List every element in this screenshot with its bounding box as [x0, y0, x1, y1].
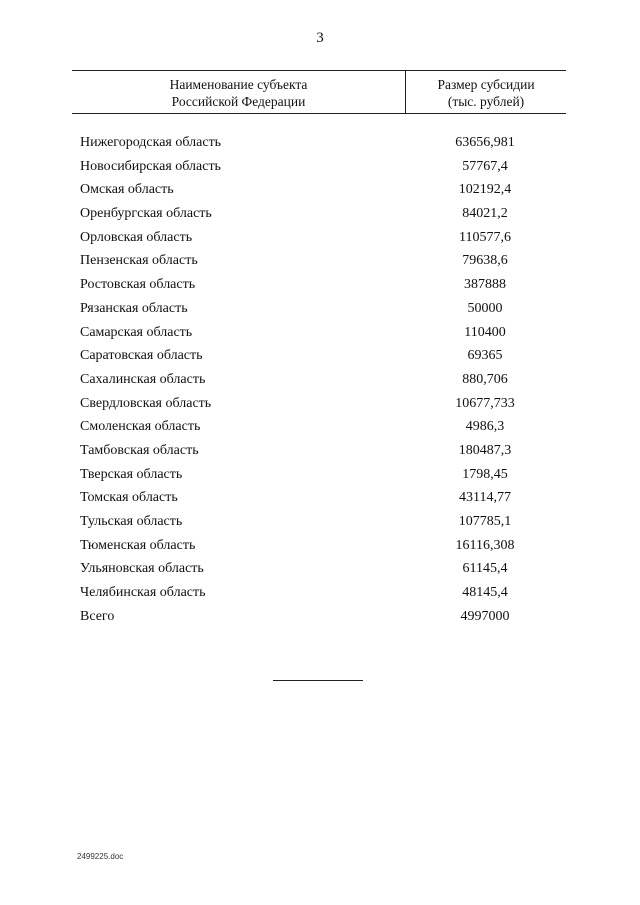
subsidy-value: 69365 [467, 348, 503, 364]
table-row [80, 536, 560, 560]
subsidy-value: 57767,4 [462, 158, 508, 174]
region-name: Тамбовская область [80, 442, 199, 458]
region-name: Челябинская область [80, 585, 206, 601]
subsidy-value: 180487,3 [458, 442, 512, 458]
region-name: Оренбургская область [80, 206, 212, 222]
region-name: Свердловская область [80, 395, 212, 411]
region-name: Орловская область [80, 229, 193, 245]
table-row [80, 251, 560, 275]
table-row [80, 157, 560, 181]
table-row [80, 559, 560, 583]
table-row [80, 512, 560, 536]
subsidy-value: 43114,77 [459, 490, 511, 506]
region-name: Самарская область [80, 324, 193, 340]
table-row [80, 583, 560, 607]
subsidy-value: 110577,6 [459, 229, 511, 245]
subsidy-value: 48145,4 [462, 585, 508, 601]
region-name: Новосибирская область [80, 158, 221, 174]
header-subject-name [72, 71, 405, 113]
table-body [80, 133, 560, 630]
region-name: Сахалинская область [80, 371, 206, 387]
subsidy-value: 102192,4 [458, 182, 512, 198]
table-row [80, 228, 560, 252]
table-row [80, 394, 560, 418]
table-row [80, 370, 560, 394]
region-name: Тульская область [80, 514, 183, 529]
region-name: Пензенская область [80, 253, 198, 269]
total-value: 4997000 [460, 608, 510, 624]
table-row [80, 133, 560, 157]
table-row [80, 299, 560, 323]
subsidy-value: 1798,45 [462, 466, 508, 482]
region-name: Ростовская область [80, 277, 196, 293]
subsidy-value: 61145,4 [462, 561, 508, 577]
region-name: Саратовская область [80, 348, 203, 364]
region-name: Смоленская область [80, 419, 201, 435]
header-subsidy-amount [406, 71, 566, 113]
table-header [72, 70, 566, 114]
region-name: Нижегородская область [80, 135, 222, 150]
subsidy-value: 880,706 [462, 371, 508, 387]
subsidy-value: 79638,6 [462, 253, 508, 269]
table-row [80, 323, 560, 347]
region-name: Тюменская область [80, 537, 196, 553]
table-row-total [80, 607, 560, 631]
region-name: Томская область [80, 490, 178, 506]
region-name: Омская область [80, 182, 174, 198]
table-row [80, 465, 560, 489]
page-number: 3 [316, 30, 324, 46]
table-row [80, 441, 560, 465]
subsidy-value: 107785,1 [458, 514, 512, 529]
subsidy-value: 110400 [464, 324, 506, 340]
table-row [80, 346, 560, 370]
table-row [80, 488, 560, 512]
header-subject-line-1: Наименование субъекта [169, 77, 308, 92]
subsidy-value: 50000 [467, 300, 503, 316]
document-id: 2499225.doc [77, 852, 124, 861]
subsidy-value: 63656,981 [455, 135, 515, 150]
table-row [80, 204, 560, 228]
total-label: Всего [80, 608, 115, 624]
subsidy-value: 10677,733 [455, 395, 515, 411]
subsidy-value: 4986,3 [465, 419, 505, 435]
region-name: Рязанская область [80, 300, 188, 316]
region-name: Тверская область [80, 466, 183, 482]
header-amount-line-2: (тыс. рублей) [447, 94, 525, 109]
end-of-document-rule [273, 680, 363, 681]
table-row [80, 180, 560, 204]
region-name: Ульяновская область [80, 561, 204, 577]
header-subject-line-2: Российской Федерации [171, 94, 306, 109]
table-row [80, 275, 560, 299]
subsidy-value: 84021,2 [462, 206, 508, 222]
table-row [80, 417, 560, 441]
subsidy-value: 387888 [464, 277, 506, 293]
header-amount-line-1: Размер субсидии [437, 77, 535, 92]
subsidy-value: 16116,308 [455, 537, 515, 553]
